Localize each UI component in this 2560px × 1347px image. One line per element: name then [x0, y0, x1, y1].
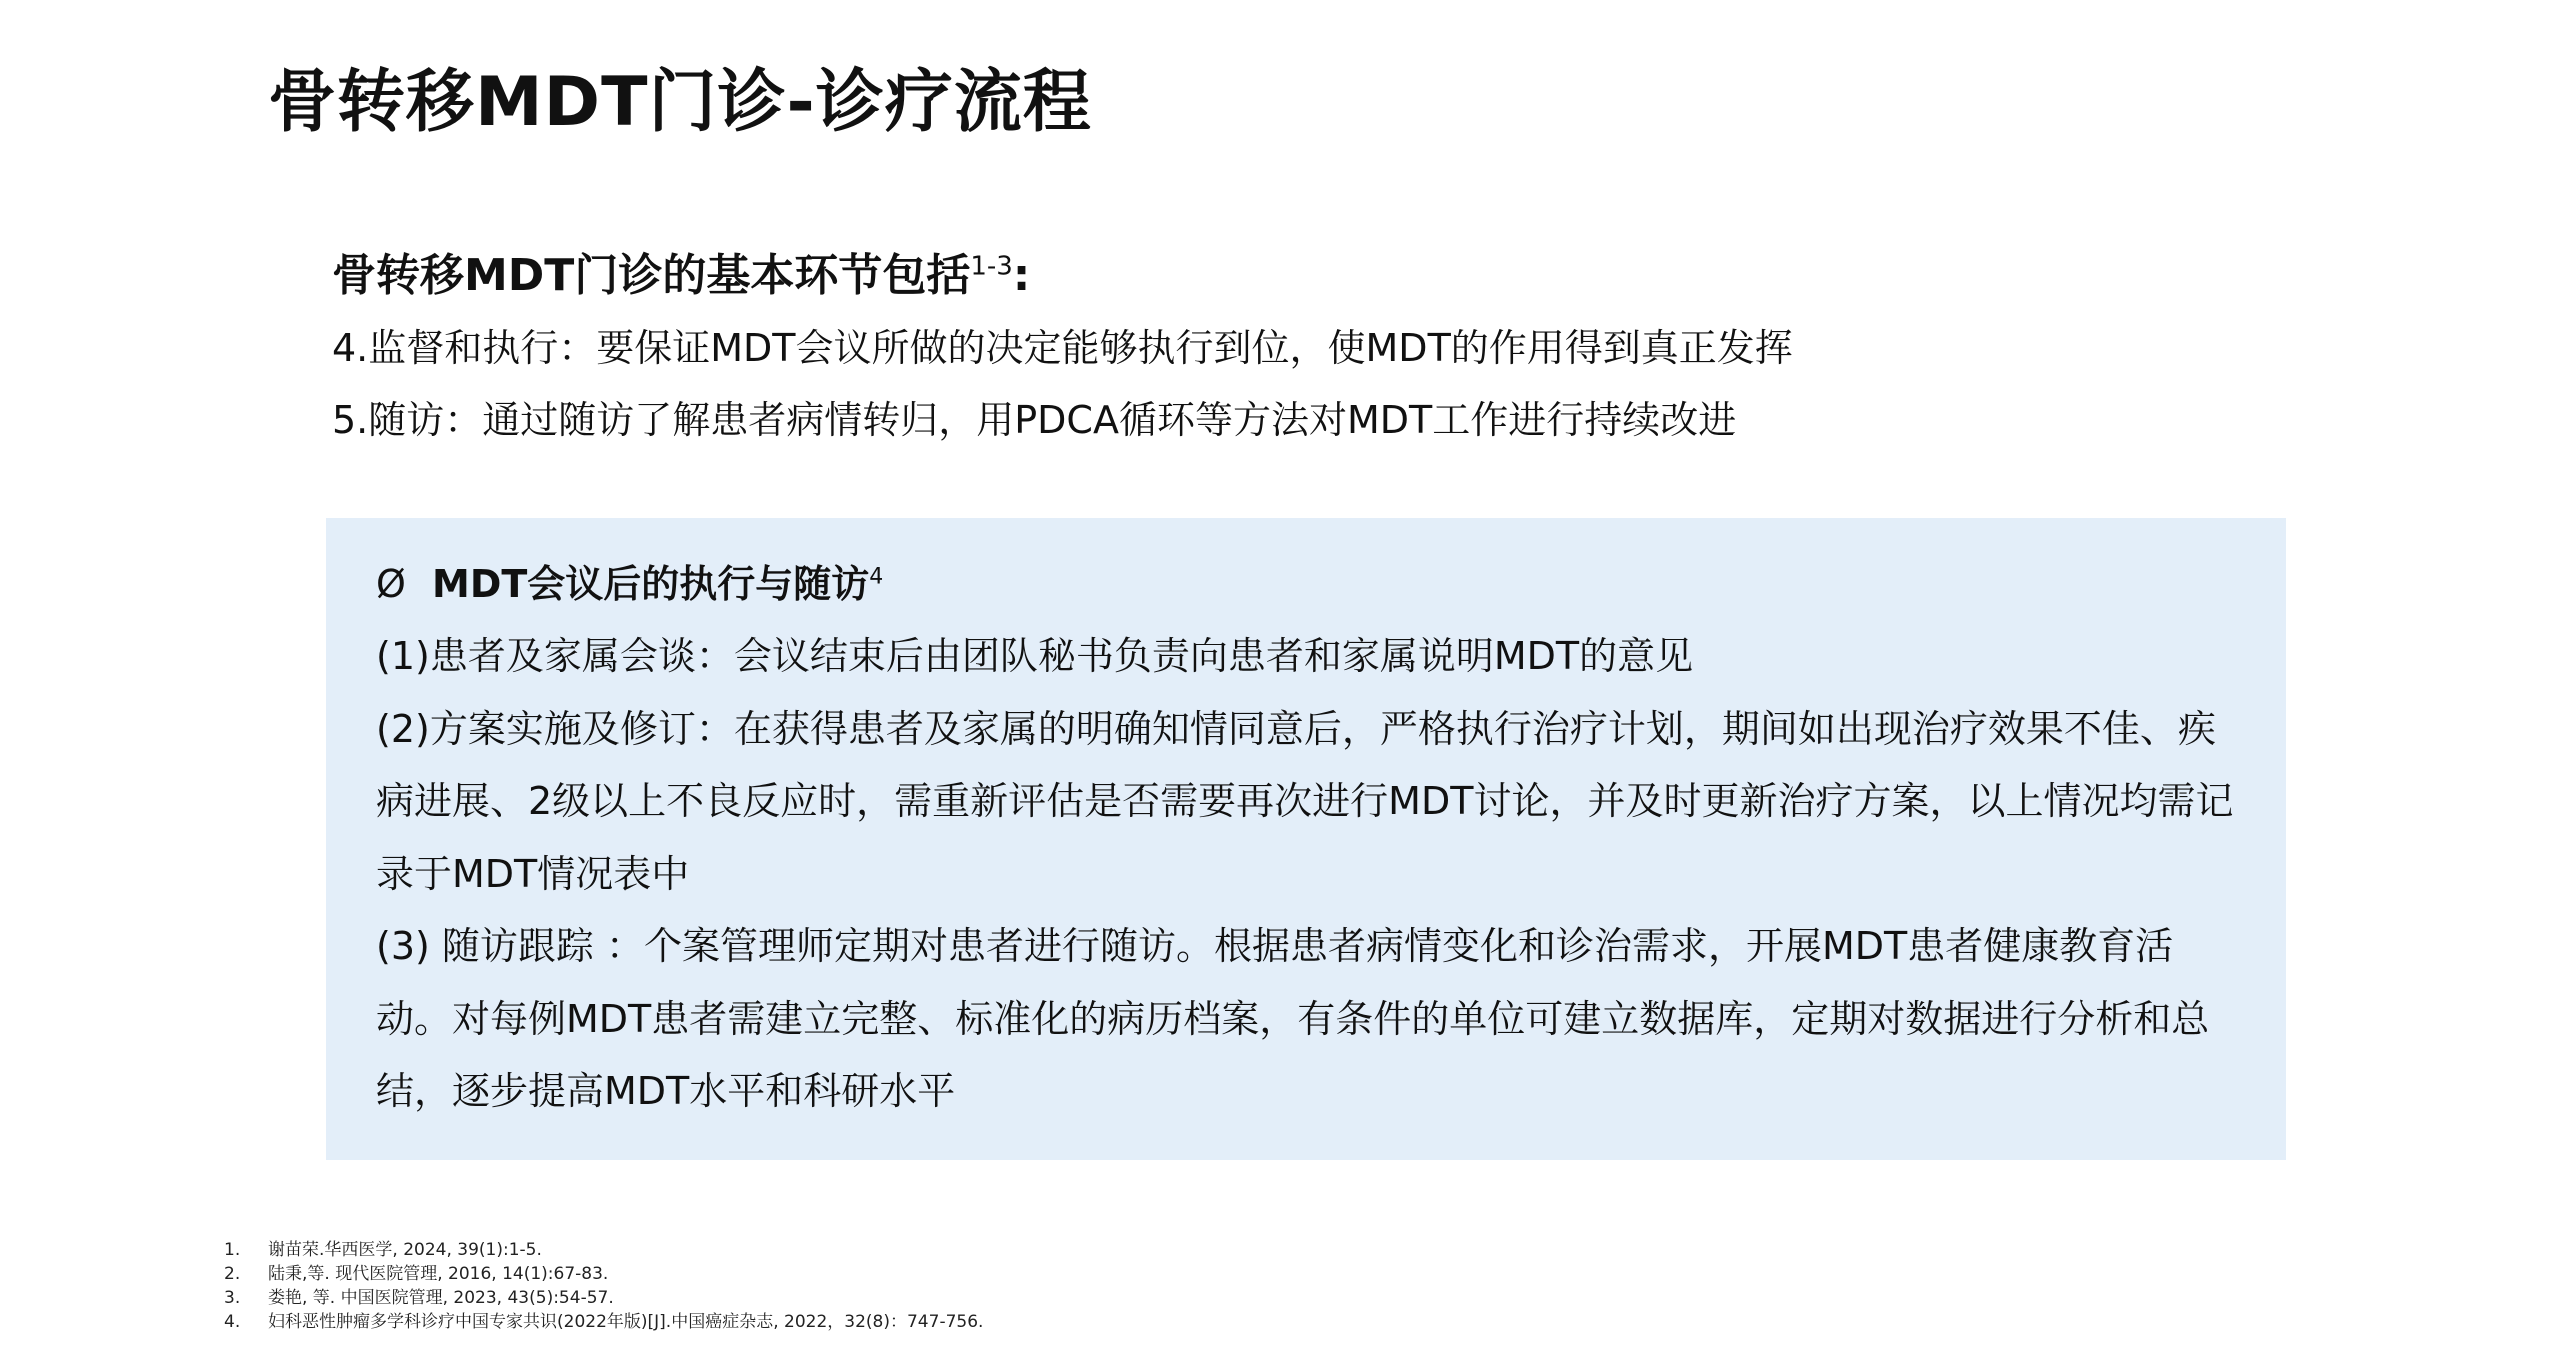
intro-section: [332, 240, 2292, 456]
intro-heading: [332, 240, 2292, 312]
info-box: [326, 518, 2286, 1160]
intro-heading-text: 骨转移MDT门诊的基本环节包括: [332, 250, 971, 301]
reference-item: [224, 1262, 983, 1286]
box-paragraph-consultation: (1)患者及家属会谈：会议结束后由团队秘书负责向患者和家属说明MDT的意见: [376, 634, 1694, 678]
box-heading: [376, 548, 2240, 620]
reference-number: 3.: [224, 1288, 241, 1308]
intro-line-supervision: 4.监督和执行：要保证MDT会议所做的决定能够执行到位，使MDT的作用得到真正发挥: [332, 326, 1793, 370]
reference-text: 娄艳, 等. 中国医院管理, 2023, 43(5):54-57.: [268, 1288, 614, 1308]
references-list: [224, 1238, 983, 1334]
box-heading-text: MDT会议后的执行与随访: [432, 562, 870, 606]
reference-text: 妇科恶性肿瘤多学科诊疗中国专家共识(2022年版)[J].中国癌症杂志, 2022，32(8)：747-756.: [268, 1312, 984, 1332]
intro-heading-citation: 1-3: [970, 251, 1013, 282]
reference-text: 陆秉,等. 现代医院管理, 2016, 14(1):67-83.: [268, 1264, 609, 1284]
box-paragraph-tracking: (3) 随访跟踪 ：个案管理师定期对患者进行随访。根据患者病情变化和诊治需求，开展MDT患者健康教育活动。对每例MDT患者需建立完整、标准化的病历档案，有条件的单位可建立数据库，定期对数据进行分析和总结，逐步提高MDT水平和科研水平: [376, 924, 2210, 1113]
box-paragraph-implementation: (2)方案实施及修订：在获得患者及家属的明确知情同意后，严格执行治疗计划，期间如出现治疗效果不佳、疾病进展、2级以上不良反应时，需重新评估是否需要再次进行MDT讨论，并及时更新治疗方案，以上情况均需记录于MDT情况表中: [376, 706, 2234, 896]
reference-text: 谢苗荣.华西医学, 2024, 39(1):1-5.: [268, 1240, 542, 1260]
bullet-arrow-icon: Ø: [376, 562, 406, 606]
intro-heading-colon: :: [1012, 250, 1031, 301]
reference-number: 1.: [224, 1240, 241, 1260]
reference-item: [224, 1310, 983, 1334]
box-heading-citation: 4: [869, 564, 884, 590]
reference-item: [224, 1238, 983, 1262]
intro-line-followup: 5.随访：通过随访了解患者病情转归，用PDCA循环等方法对MDT工作进行持续改进: [332, 398, 1737, 442]
reference-number: 2.: [224, 1264, 241, 1284]
slide-title: 骨转移MDT门诊-诊疗流程: [268, 63, 1092, 142]
reference-item: [224, 1286, 983, 1310]
reference-number: 4.: [224, 1312, 241, 1332]
